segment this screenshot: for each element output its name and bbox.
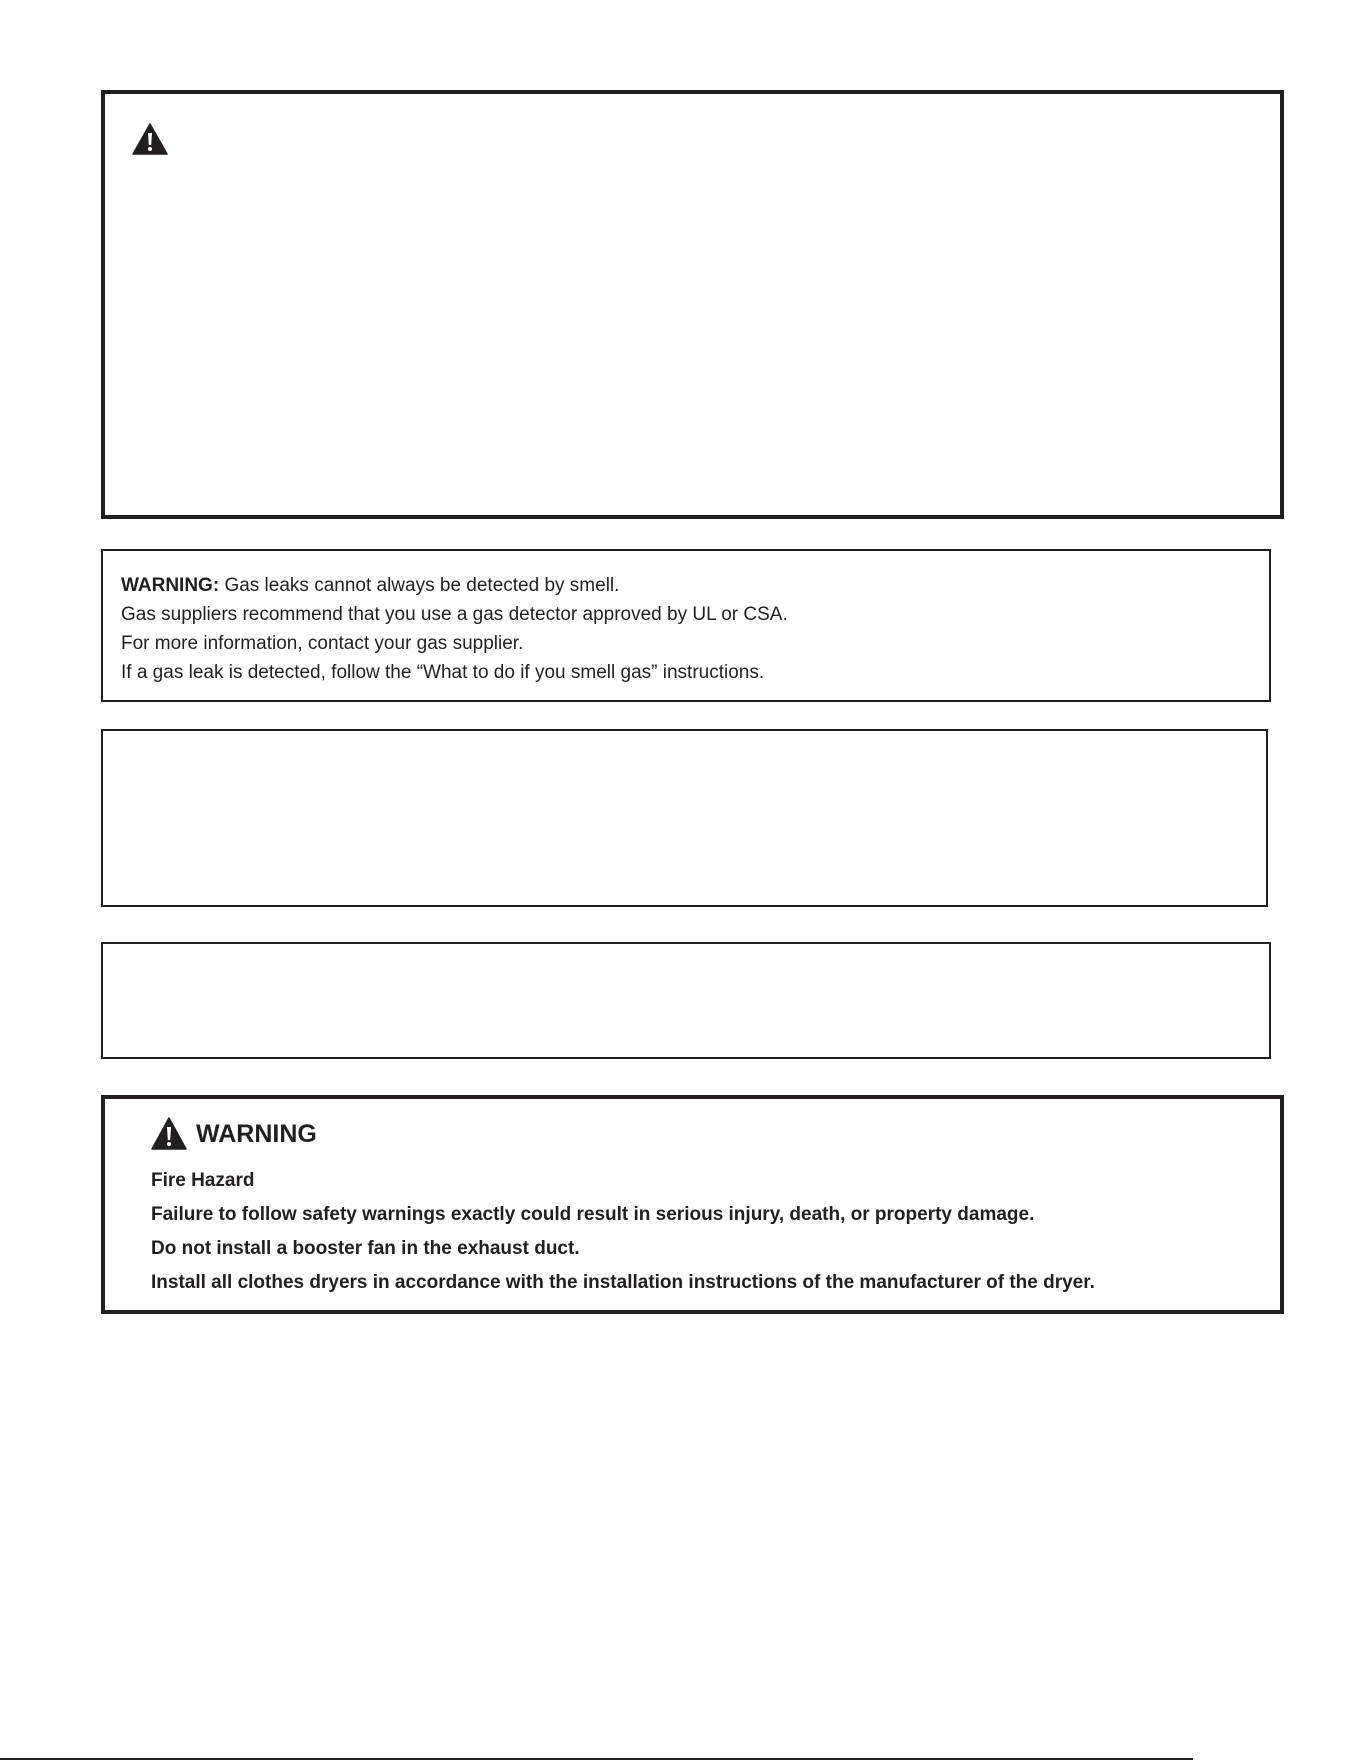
fire-warning-title: WARNING bbox=[196, 1120, 317, 1148]
fire-hazard-warning-box bbox=[101, 1095, 1284, 1314]
fire-warning-line-2: Do not install a booster fan in the exhaust duct. bbox=[151, 1238, 580, 1259]
warning-triangle-icon bbox=[151, 1117, 187, 1150]
hazard-box-top bbox=[101, 90, 1284, 519]
notice-box-lower bbox=[101, 942, 1271, 1059]
gas-leak-warning-box bbox=[101, 549, 1271, 702]
gas-warning-line-1-text: Gas leaks cannot always be detected by smell. bbox=[224, 575, 620, 596]
fire-hazard-label: Fire Hazard bbox=[151, 1170, 255, 1191]
warning-label: WARNING: bbox=[121, 575, 220, 596]
gas-warning-line-3: For more information, contact your gas supplier. bbox=[121, 633, 524, 654]
gas-warning-text bbox=[121, 571, 788, 687]
fire-warning-text bbox=[151, 1164, 1095, 1300]
gas-warning-line-2: Gas suppliers recommend that you use a gas detector approved by UL or CSA. bbox=[121, 604, 788, 625]
gas-warning-line-1 bbox=[121, 571, 788, 600]
gas-warning-line-4: If a gas leak is detected, follow the “What to do if you smell gas” instructions. bbox=[121, 662, 765, 683]
footer-rule bbox=[0, 1758, 1193, 1760]
warning-triangle-icon bbox=[132, 123, 168, 155]
fire-warning-line-1: Failure to follow safety warnings exactly could result in serious injury, death, or property damage. bbox=[151, 1204, 1035, 1225]
fire-warning-line-3: Install all clothes dryers in accordance with the installation instructions of the manufacturer of the dryer. bbox=[151, 1272, 1095, 1293]
notice-box-middle bbox=[101, 729, 1268, 907]
